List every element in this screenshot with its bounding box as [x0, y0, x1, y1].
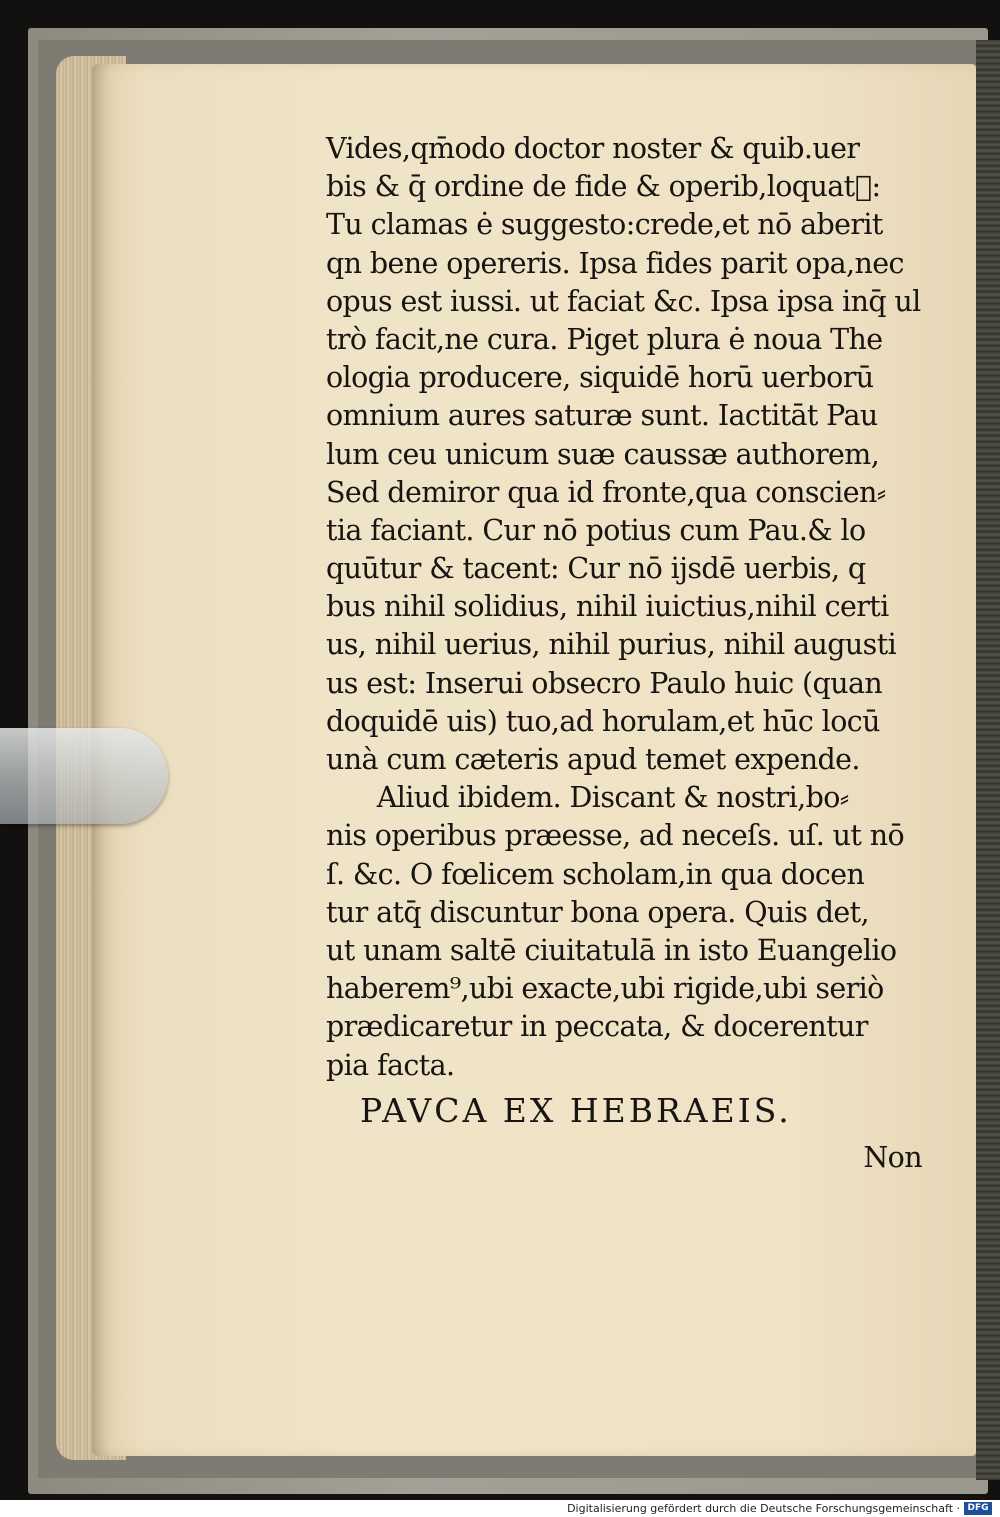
- text-line: tia faciant. Cur nō potius cum Pau.& lo: [326, 513, 866, 547]
- text-line: qn bene opereris. Ipsa fides parit opa,nec: [326, 246, 904, 280]
- text-line: Aliud ibidem. Discant & nostri,bo⸗: [326, 781, 849, 815]
- text-line: prædicaretur in peccata, & docerentur: [326, 1010, 868, 1044]
- text-line: ut unam saltē ciuitatulā in isto Euangelio: [326, 933, 897, 967]
- text-line: haberem⁹,ubi exacte,ubi rigide,ubi seriò: [326, 972, 884, 1006]
- text-line: unà cum cæteris apud temet expende.: [326, 743, 860, 776]
- text-line: doquidē uis) tuo,ad horulam,et hūc locū: [326, 704, 880, 738]
- dfg-logo-icon: DFG: [964, 1502, 992, 1515]
- funding-notice: Digitalisierung gefördert durch die Deutsche Forschungsgemeinschaft ·: [567, 1502, 960, 1515]
- text-line: us est: Inserui obsecro Paulo huic (quan: [326, 666, 883, 700]
- text-line: tur atq̄ discuntur bona opera. Quis det,: [326, 895, 869, 929]
- page-text: [326, 130, 936, 1179]
- text-line: trò facit,ne cura. Piget plura ė noua The: [326, 322, 883, 356]
- text-line: Sed demiror qua id fronte,qua conscien⸗: [326, 475, 886, 509]
- text-line: us, nihil uerius, nihil purius, nihil augusti: [326, 628, 897, 662]
- text-line: opus est iussi. ut faciat &c. Ipsa ipsa inq̄ ul: [326, 284, 921, 318]
- text-line: quūtur & tacent: Cur nō ijsdē uerbis, q: [326, 552, 866, 586]
- text-line: omnium aures saturæ sunt. Iactitāt Pau: [326, 399, 878, 433]
- text-line: Tu clamas ė suggesto:crede,et nō aberit: [326, 208, 883, 242]
- binding-edge: [976, 40, 1000, 1480]
- text-line: bus nihil solidius, nihil iuictius,nihil certi: [326, 590, 889, 624]
- text-line: lum ceu unicum suæ caussæ authorem,: [326, 437, 880, 471]
- catchword: Non: [863, 1140, 922, 1174]
- text-line: ologia producere, siquidē horū uerborū: [326, 361, 874, 395]
- page-clip: [0, 728, 168, 824]
- section-heading: PAVCA EX HEBRAEIS.: [360, 1090, 792, 1130]
- text-line: nis operibus præesse, ad neceſs. uſ. ut nō: [326, 819, 905, 853]
- text-line: ſ. &c. O fœlicem scholam,in qua docen: [326, 857, 865, 891]
- text-line: pia facta.: [326, 1048, 455, 1082]
- text-line: bis & q̄ ordine de fide & operib,loquat᷑:: [326, 170, 881, 204]
- text-line: Vides,qm̄odo doctor noster & quib.uer: [326, 132, 860, 165]
- footer-bar: [0, 1500, 1000, 1517]
